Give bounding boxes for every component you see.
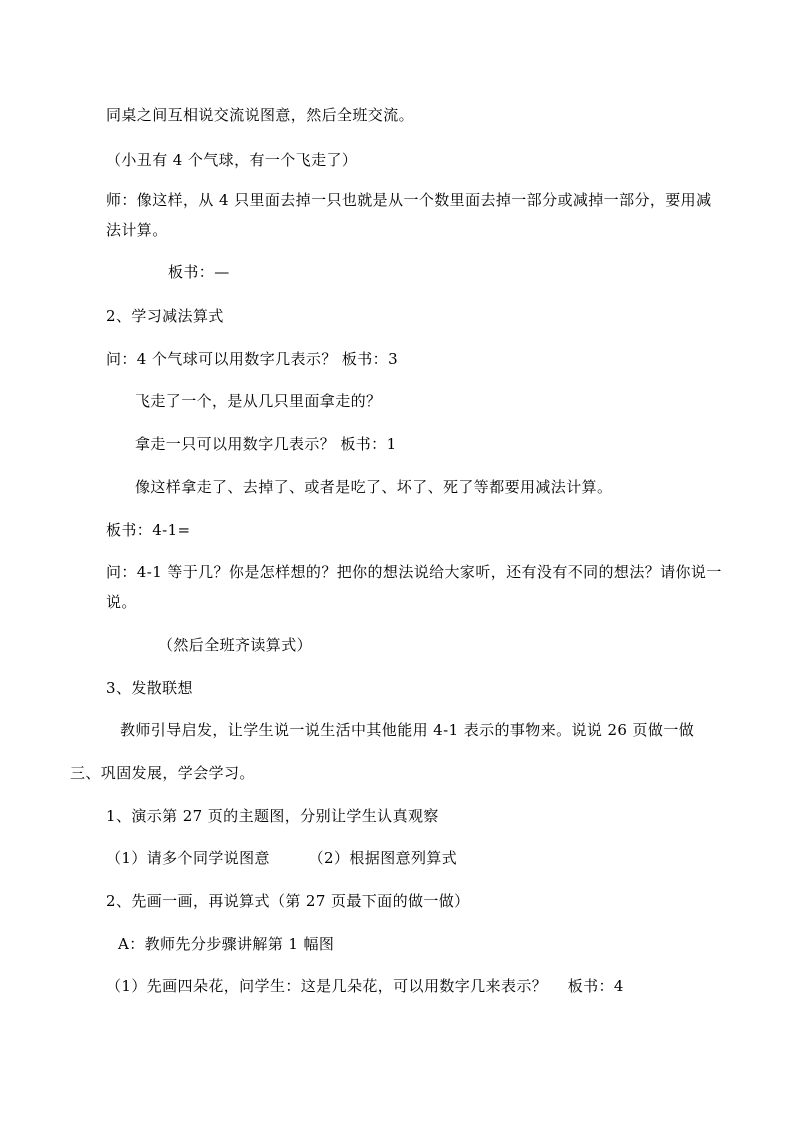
paragraph-board-minus: 板书：— <box>168 263 230 281</box>
heading-section-three: 三、巩固发展，学会学习。 <box>70 764 255 782</box>
heading-divergent-thinking: 3、发散联想 <box>106 679 193 697</box>
paragraph-demo-page27: 1、演示第 27 页的主题图，分别让学生认真观察 <box>106 807 439 825</box>
paragraph-take-one: 拿走一只可以用数字几表示？ 板书：1 <box>135 435 397 453</box>
paragraph-draw-then-say: 2、先画一画，再说算式（第 27 页最下面的做一做） <box>106 892 470 910</box>
paragraph-like-this: 像这样拿走了、去掉了、或者是吃了、坏了、死了等都要用减法计算。 <box>135 478 613 496</box>
paragraph-step-a: A：教师先分步骤讲解第 1 幅图 <box>118 935 335 953</box>
paragraph-class-read: （然后全班齐读算式） <box>158 636 313 654</box>
paragraph-teacher-subtraction: 师：像这样，从 4 只里面去掉一只也就是从一个数里面去掉一部分或减掉一部分，要用减法计算。 <box>106 191 712 239</box>
paragraph-flew-away: 飞走了一个，是从几只里面拿走的？ <box>135 392 382 410</box>
paragraph-board-equation: 板书：4-1= <box>106 521 191 539</box>
heading-learn-subtraction: 2、学习减法算式 <box>106 307 224 325</box>
paragraph-four-flowers: （1）先画四朵花，问学生：这是几朵花，可以用数字几来表示？ 板书：4 <box>106 977 624 995</box>
paragraph-peer-discussion: 同桌之间互相说交流说图意，然后全班交流。 <box>106 106 415 124</box>
paragraph-tasks: （1）请多个同学说图意 （2）根据图意列算式 <box>106 849 458 867</box>
paragraph-teacher-guide: 教师引导启发，让学生说一说生活中其他能用 4-1 表示的事物来。说说 26 页做一做 <box>120 721 695 739</box>
paragraph-question-four: 问：4 个气球可以用数字几表示？ 板书：3 <box>106 350 399 368</box>
paragraph-question-result: 问：4-1 等于几？你是怎样想的？把你的想法说给大家听，还有没有不同的想法？请你说一说。 <box>106 563 722 611</box>
paragraph-clown-balloons: （小丑有 4 个气球，有一个飞走了） <box>106 151 358 169</box>
